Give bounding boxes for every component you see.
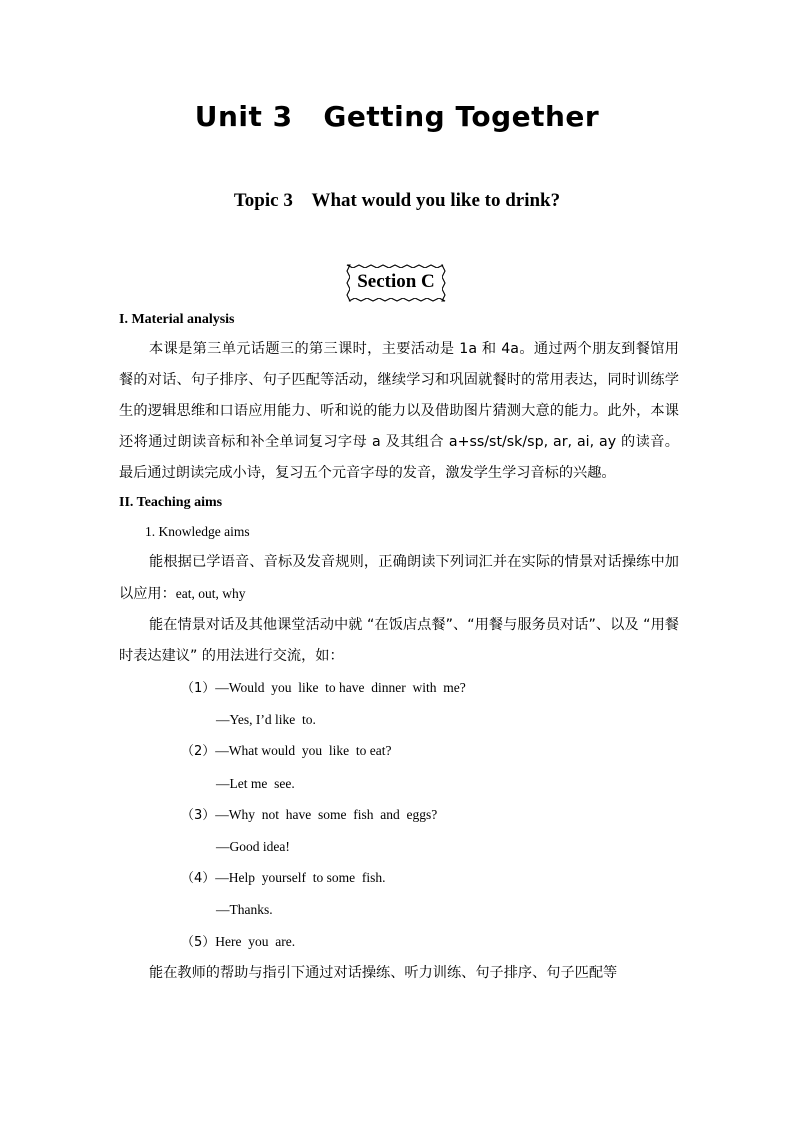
vocab-words: eat, out, why [175,586,246,601]
item-number: （2） [181,744,216,760]
item-text: Here you are. [215,933,296,949]
material-analysis-heading: I. Material analysis [119,312,235,327]
dialogue-question [119,672,679,704]
teaching-aims-heading: II. Teaching aims [119,495,223,510]
dialogue-examples [119,672,679,958]
section-label: Section C [357,271,435,292]
question-text: —Why not have some fish and eggs? [215,806,438,822]
item-number: （3） [181,807,216,823]
dialogue-question [119,862,679,894]
document-body [119,306,679,989]
item-number: （1） [181,681,216,696]
material-analysis-paragraph: 本课是第三单元话题三的第三课时，主要活动是 1a 和 4a。通过两个朋友到餐馆用餐的对话、句子排序、句子匹配等活动，继续学习和巩固就餐时的常用表达，同时训练学生的逻辑思维和口语应用能力、听和说的能力以及借助图片猜测大意的能力。此外，本课还将通过朗读音标和补全单词复习字母 a 及其组合 a+ss/st/sk/sp, ar, ai, ay 的读音。最后通过朗读完成小诗，复习五个元音字母的发音，激发学生学习音标的兴趣。 [119,341,679,481]
unit-title: Unit 3 Getting Together [194,100,600,133]
dialogue-answer: —Good idea! [216,839,290,855]
section-badge [344,262,448,304]
teaching-method-paragraph: 能在教师的帮助与指引下通过对话操练、听力训练、句子排序、句子匹配等 [149,964,618,981]
knowledge-aims-label: 1. Knowledge aims [145,524,250,539]
knowledge-aims-paragraph [119,547,679,610]
question-text: —Help yourself to some fish. [215,870,386,886]
dialogue-intro-paragraph: 能在情景对话及其他课堂活动中就 “在饭店点餐”、“用餐与服务员对话”、以及 “用餐时表达建议” 的用法进行交流，如： [119,617,679,664]
dialogue-answer: —Yes, I’d like to. [216,712,316,728]
dialogue-answer: —Let me see. [216,775,295,791]
dialogue-answer: —Thanks. [216,902,273,918]
item-number: （5） [181,934,216,950]
topic-title: Topic 3 What would you like to drink? [233,190,561,211]
knowledge-aims-text: 能根据已学语音、音标及发音规则，正确朗读下列词汇并在实际的情景对话操练中加以应用： [119,554,679,602]
dialogue-question [119,799,679,831]
question-text: —Would you like to have dinner with me? [215,680,466,695]
dialogue-question [119,735,679,767]
item-number: （4） [181,871,216,887]
dialogue-item-5 [119,926,679,958]
question-text: —What would you like to eat? [215,743,392,759]
